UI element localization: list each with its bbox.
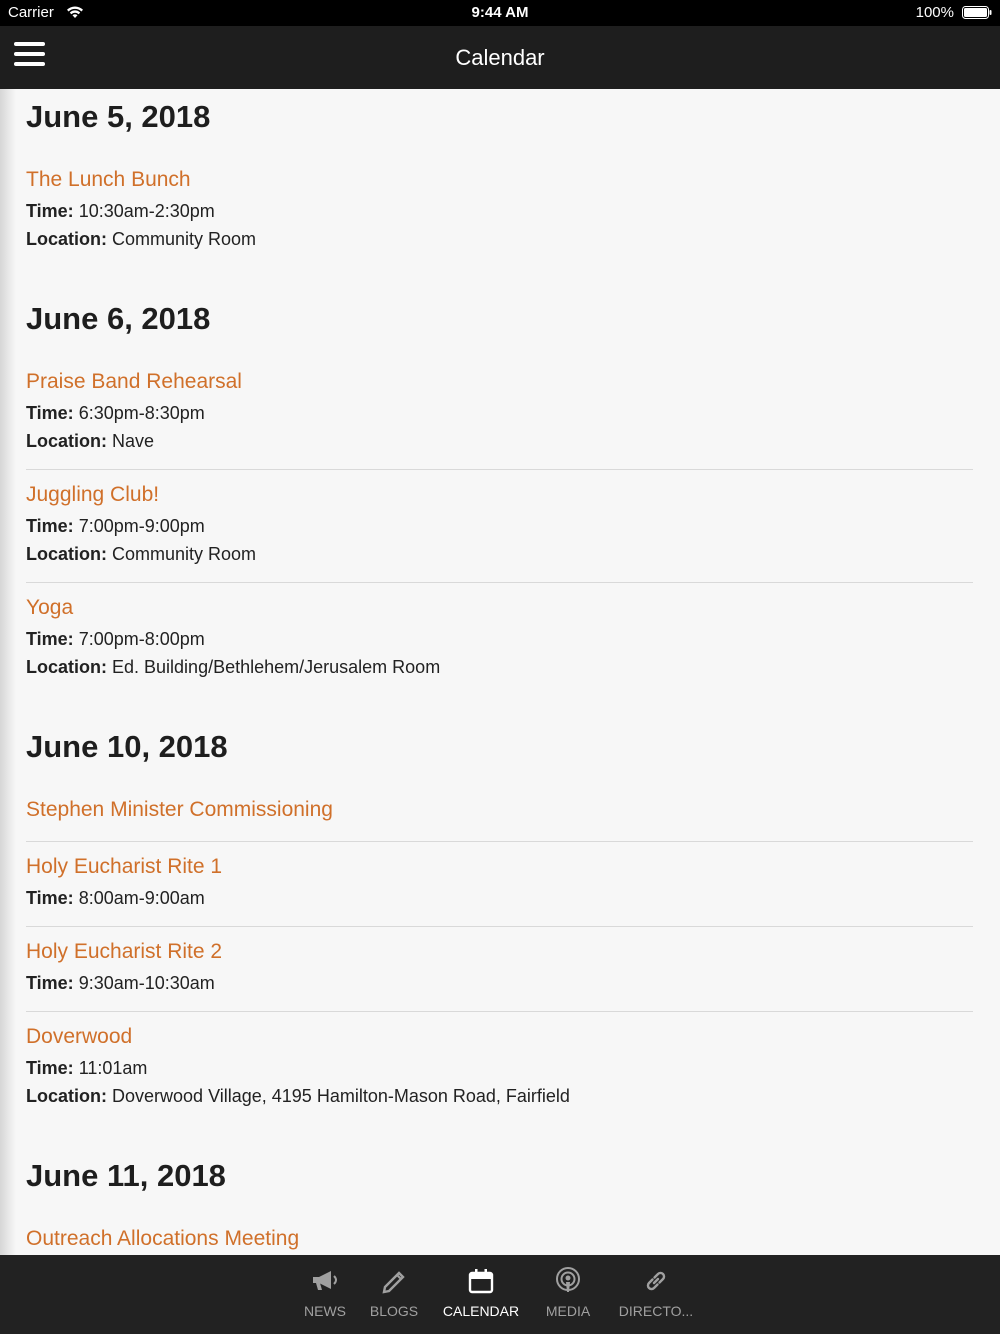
event-location-label: Location: bbox=[26, 544, 107, 564]
day-section bbox=[0, 719, 1000, 1124]
tab-media[interactable] bbox=[523, 1265, 613, 1319]
event-time bbox=[26, 969, 973, 997]
event-title-link[interactable]: Holy Eucharist Rite 1 bbox=[26, 855, 223, 878]
tab-directory[interactable] bbox=[611, 1265, 701, 1319]
day-heading: June 11, 2018 bbox=[26, 1158, 226, 1193]
event-location-value: Community Room bbox=[112, 229, 257, 249]
event-time-label: Time: bbox=[26, 973, 74, 993]
event-location-label: Location: bbox=[26, 229, 107, 249]
status-time: 9:44 AM bbox=[471, 4, 529, 21]
event-time bbox=[26, 1054, 973, 1082]
day-heading: June 6, 2018 bbox=[26, 301, 211, 336]
event-item[interactable] bbox=[26, 470, 973, 583]
event-title-link[interactable]: Outreach Allocations Meeting bbox=[26, 1227, 300, 1250]
event-item[interactable] bbox=[26, 785, 973, 842]
event-title-link[interactable]: Praise Band Rehearsal bbox=[26, 370, 242, 393]
event-time bbox=[26, 625, 973, 653]
event-location bbox=[26, 1082, 973, 1110]
tab-label: DIRECTO... bbox=[618, 1303, 694, 1319]
event-location-value: Community Room bbox=[112, 544, 257, 564]
event-location bbox=[26, 540, 973, 568]
event-title-link[interactable]: Juggling Club! bbox=[26, 483, 160, 506]
event-time-label: Time: bbox=[26, 1058, 74, 1078]
calendar-list[interactable] bbox=[0, 89, 1000, 1255]
event-location bbox=[26, 653, 973, 681]
event-time-value: 7:00pm-9:00pm bbox=[78, 516, 205, 536]
carrier-label: Carrier bbox=[8, 4, 54, 21]
event-time-label: Time: bbox=[26, 629, 74, 649]
event-time-label: Time: bbox=[26, 516, 74, 536]
event-item[interactable] bbox=[26, 583, 973, 695]
event-time-value: 8:00am-9:00am bbox=[78, 888, 205, 908]
event-title-link[interactable]: Doverwood bbox=[26, 1025, 133, 1048]
day-section bbox=[0, 291, 1000, 695]
event-location-label: Location: bbox=[26, 431, 107, 451]
event-time bbox=[26, 884, 973, 912]
event-location bbox=[26, 427, 973, 455]
page-title: Calendar bbox=[455, 45, 545, 70]
event-item[interactable] bbox=[26, 357, 973, 470]
event-item[interactable] bbox=[26, 1012, 973, 1124]
event-location-value: Ed. Building/Bethlehem/Jerusalem Room bbox=[112, 657, 441, 677]
event-title-link[interactable]: Yoga bbox=[26, 596, 74, 619]
battery-icon bbox=[962, 6, 992, 19]
battery-percent: 100% bbox=[915, 4, 954, 21]
event-title-link[interactable]: Holy Eucharist Rite 2 bbox=[26, 940, 223, 963]
event-time-label: Time: bbox=[26, 403, 74, 423]
status-bar bbox=[0, 0, 1000, 26]
event-location-label: Location: bbox=[26, 657, 107, 677]
tab-label: MEDIA bbox=[545, 1303, 591, 1319]
event-location-label: Location: bbox=[26, 1086, 107, 1106]
event-time bbox=[26, 399, 973, 427]
event-time-value: 7:00pm-8:00pm bbox=[78, 629, 205, 649]
podcast-icon bbox=[523, 1265, 613, 1297]
event-title-link[interactable]: Stephen Minister Commissioning bbox=[26, 798, 333, 821]
tab-bar bbox=[0, 1255, 1000, 1334]
link-icon bbox=[611, 1265, 701, 1297]
tab-calendar[interactable] bbox=[436, 1265, 526, 1319]
event-time-label: Time: bbox=[26, 888, 74, 908]
tab-label: CALENDAR bbox=[442, 1303, 520, 1319]
event-time bbox=[26, 512, 973, 540]
event-title-link[interactable]: The Lunch Bunch bbox=[26, 168, 191, 191]
event-time-value: 11:01am bbox=[78, 1058, 148, 1078]
left-edge-shadow bbox=[0, 89, 16, 1255]
event-time-value: 10:30am-2:30pm bbox=[78, 201, 215, 221]
tab-label: BLOGS bbox=[369, 1303, 419, 1319]
tab-label: NEWS bbox=[304, 1303, 346, 1319]
tab-blogs[interactable] bbox=[349, 1265, 439, 1319]
event-time-label: Time: bbox=[26, 201, 74, 221]
event-item[interactable] bbox=[26, 155, 973, 267]
event-location-value: Doverwood Village, 4195 Hamilton-Mason Road, Fairfield bbox=[112, 1086, 570, 1106]
event-location-value: Nave bbox=[112, 431, 155, 451]
event-item[interactable] bbox=[26, 842, 973, 927]
calendar-icon bbox=[436, 1265, 526, 1297]
event-location bbox=[26, 225, 973, 253]
day-section bbox=[0, 89, 1000, 267]
event-item[interactable] bbox=[26, 927, 973, 1012]
event-time-value: 9:30am-10:30am bbox=[78, 973, 215, 993]
event-time-value: 6:30pm-8:30pm bbox=[78, 403, 205, 423]
pencil-icon bbox=[349, 1265, 439, 1297]
day-heading: June 5, 2018 bbox=[26, 99, 211, 134]
day-heading: June 10, 2018 bbox=[26, 729, 228, 764]
nav-bar bbox=[0, 26, 1000, 89]
event-time bbox=[26, 197, 973, 225]
